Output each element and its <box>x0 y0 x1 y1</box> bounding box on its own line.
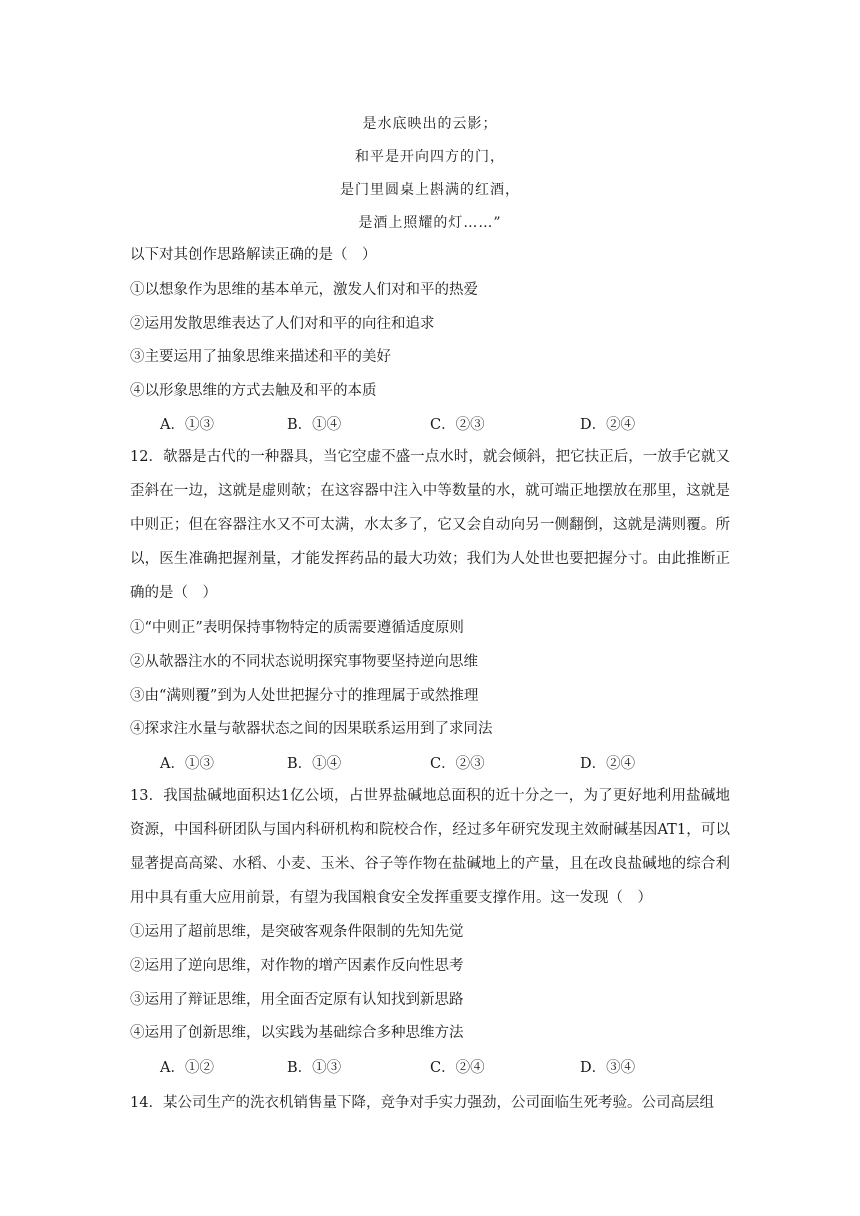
q12-stem: 12．欹器是古代的一种器具，当它空虚不盛一点水时，就会倾斜，把它扶正后，一放手它就又歪斜在一边，这就是虚则欹；在这容器中注入中等数量的水，就可端正地摆放在那里，这就是中则正；但在容器注水又不可太满，水太多了，它又会自动向另一侧翻倒，这就是满则覆。所以，医生准确把握剂量，才能发挥药品的最大功效；我们为人处世也要把握分寸。由此推断正确的是（ ） <box>130 449 730 601</box>
q13-option-c[interactable]: C．②④ <box>430 1060 485 1076</box>
q13-item-3: ③运用了辩证思维，用全面否定原有认知找到新思路 <box>130 992 464 1008</box>
poem-line-1: 是水底映出的云影； <box>362 116 498 132</box>
q13-option-a[interactable]: A．①② <box>160 1060 214 1076</box>
q12-option-b[interactable]: B．①④ <box>287 756 342 772</box>
q11-option-b[interactable]: B．①④ <box>287 417 342 433</box>
q11-item-3: ③主要运用了抽象思维来描述和平的美好 <box>130 349 391 365</box>
q12-option-a[interactable]: A．①③ <box>160 756 214 772</box>
q11-item-1: ①以想象作为思维的基本单元，激发人们对和平的热爱 <box>130 282 478 298</box>
q11-stem: 以下对其创作思路解读正确的是（ ） <box>130 247 377 263</box>
q13-option-b[interactable]: B．①③ <box>287 1060 342 1076</box>
q12-item-4: ④探求注水量与欹器状态之间的因果联系运用到了求同法 <box>130 721 493 737</box>
q12-item-3: ③由“满则覆”到为人处世把握分寸的推理属于或然推理 <box>130 688 479 704</box>
q11-option-c[interactable]: C．②③ <box>430 417 485 433</box>
q12-item-2: ②从欹器注水的不同状态说明探究事物要坚持逆向思维 <box>130 654 478 670</box>
q12-item-1: ①“中则正”表明保持事物特定的质需要遵循适度原则 <box>130 620 464 636</box>
q14-stem: 14．某公司生产的洗衣机销售量下降，竞争对手实力强劲，公司面临生死考验。公司高层组 <box>130 1095 714 1111</box>
q11-options <box>160 415 760 435</box>
q13-item-4: ④运用了创新思维，以实践为基础综合多种思维方法 <box>130 1025 464 1041</box>
poem-line-2: 和平是开向四方的门， <box>355 149 505 165</box>
q13-item-1: ①运用了超前思维，是突破客观条件限制的先知先觉 <box>130 924 464 940</box>
poem-line-3: 是门里圆桌上斟满的红酒， <box>340 182 520 198</box>
q13-stem: 13．我国盐碱地面积达1亿公顷，占世界盐碱地总面积的近十分之一，为了更好地利用盐碱地资源，中国科研团队与国内科研机构和院校合作，经过多年研究发现主效耐碱基因AT1，可以显著提高高粱、水稻、小麦、玉米、谷子等作物在盐碱地上的产量，且在改良盐碱地的综合利用中具有重大应用前景，有望为我国粮食安全发挥重要支撑作用。这一发现（ ） <box>130 788 730 906</box>
q11-option-d[interactable]: D．②④ <box>580 417 636 433</box>
q12-option-c[interactable]: C．②③ <box>430 756 485 772</box>
q11-option-a[interactable]: A．①③ <box>160 417 214 433</box>
q12-option-d[interactable]: D．②④ <box>580 756 636 772</box>
q11-item-2: ②运用发散思维表达了人们对和平的向往和追求 <box>130 316 435 332</box>
q12-options <box>160 754 760 774</box>
q11-item-4: ④以形象思维的方式去触及和平的本质 <box>130 383 377 399</box>
q13-item-2: ②运用了逆向思维，对作物的增产因素作反向性思考 <box>130 958 464 974</box>
q13-options <box>160 1058 760 1078</box>
poem-line-4: 是酒上照耀的灯……” <box>358 215 502 231</box>
q13-option-d[interactable]: D．③④ <box>580 1060 636 1076</box>
